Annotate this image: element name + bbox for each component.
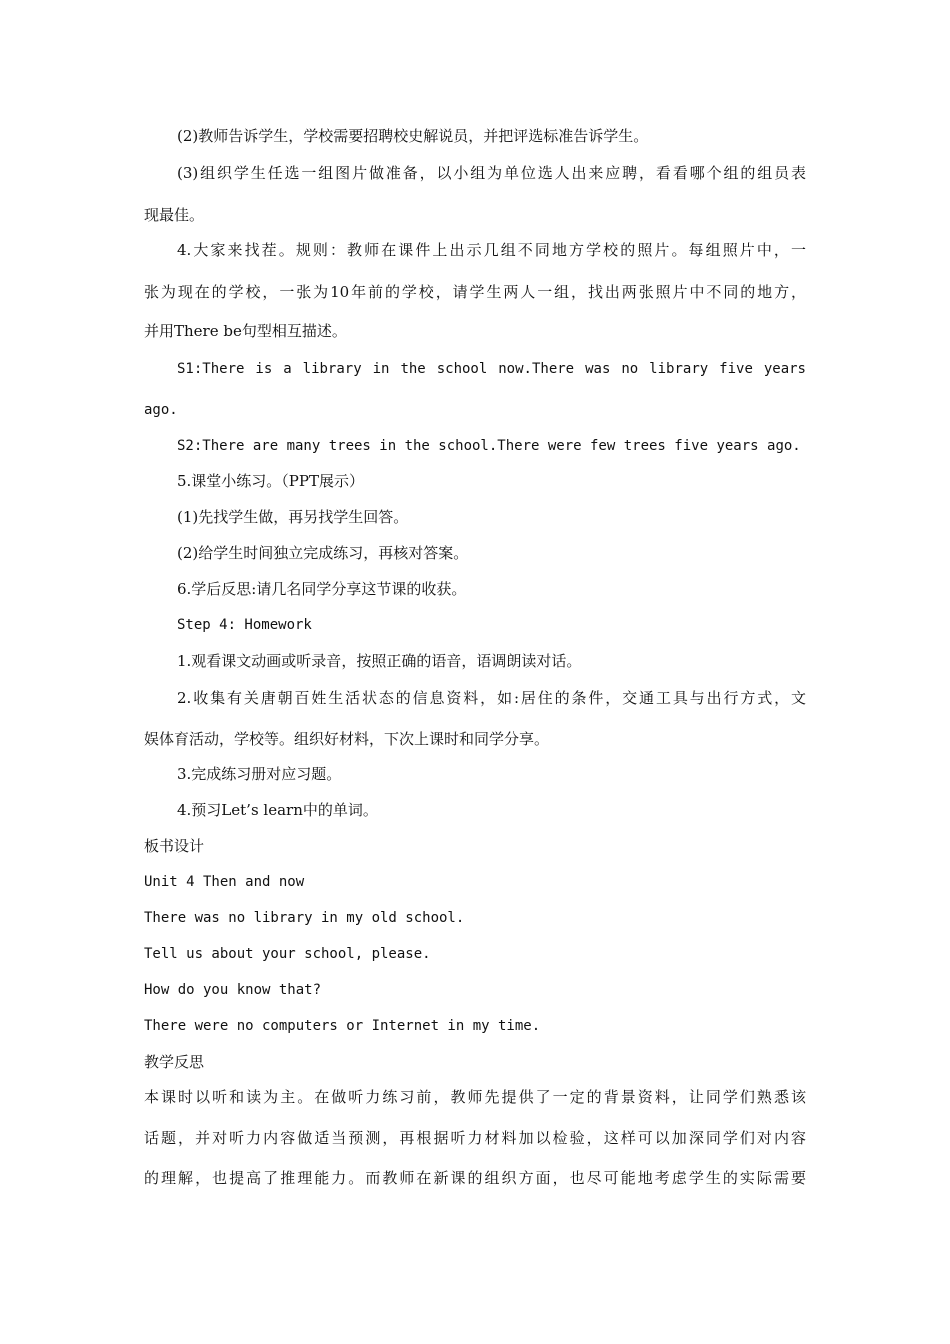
paragraph-line: 本课时以听和读为主。在做听力练习前，教师先提供了一定的背景资料，让同学们熟悉该 [144, 1088, 806, 1106]
board-line: How do you know that? [144, 982, 322, 998]
board-line: Tell us about your school, please. [144, 946, 431, 962]
paragraph-line: ago. [144, 402, 178, 418]
paragraph-line: 现最佳。 [144, 206, 205, 224]
paragraph-line: 4.大家来找茬。规则：教师在课件上出示几组不同地方学校的照片。每组照片中，一 [177, 241, 806, 259]
paragraph-line: (1)先找学生做，再另找学生回答。 [177, 508, 409, 526]
paragraph-line: 娱体育活动，学校等。组织好材料，下次上课时和同学分享。 [144, 730, 550, 748]
paragraph-line: (2)教师告诉学生，学校需要招聘校史解说员，并把评选标准告诉学生。 [177, 127, 649, 145]
board-line: Unit 4 Then and now [144, 874, 305, 890]
paragraph-line: 4.预习Let’s learn中的单词。 [177, 801, 378, 819]
section-heading: 板书设计 [144, 837, 205, 855]
paragraph-line: 的理解，也提高了推理能力。而教师在新课的组织方面，也尽可能地考虑学生的实际需要 [144, 1169, 806, 1187]
paragraph-line: Step 4: Homework [177, 617, 312, 633]
paragraph-line: 张为现在的学校，一张为10年前的学校，请学生两人一组，找出两张照片中不同的地方， [144, 283, 806, 301]
paragraph-line: 3.完成练习册对应习题。 [177, 765, 342, 783]
paragraph-line: 1.观看课文动画或听录音，按照正确的语音，语调朗读对话。 [177, 652, 582, 670]
paragraph-line: (2)给学生时间独立完成练习，再核对答案。 [177, 544, 469, 562]
board-line: There was no library in my old school. [144, 910, 465, 926]
paragraph-line: 并用There be句型相互描述。 [144, 322, 347, 340]
paragraph-line: 6.学后反思:请几名同学分享这节课的收获。 [177, 580, 467, 598]
section-heading: 教学反思 [144, 1053, 205, 1071]
paragraph-line: (3)组织学生任选一组图片做准备，以小组为单位选人出来应聘，看看哪个组的组员表 [177, 164, 806, 182]
board-line: There were no computers or Internet in my time. [144, 1018, 541, 1034]
paragraph-line: 2.收集有关唐朝百姓生活状态的信息资料，如:居住的条件，交通工具与出行方式，文 [177, 689, 806, 707]
paragraph-line: S2:There are many trees in the school.There were few trees five years ago. [177, 438, 801, 454]
paragraph-line: 话题，并对听力内容做适当预测，再根据听力材料加以检验，这样可以加深同学们对内容 [144, 1129, 806, 1147]
paragraph-line: 5.课堂小练习。（PPT展示） [177, 472, 365, 490]
paragraph-line: S1:There is a library in the school now.There was no library five years [177, 361, 806, 377]
